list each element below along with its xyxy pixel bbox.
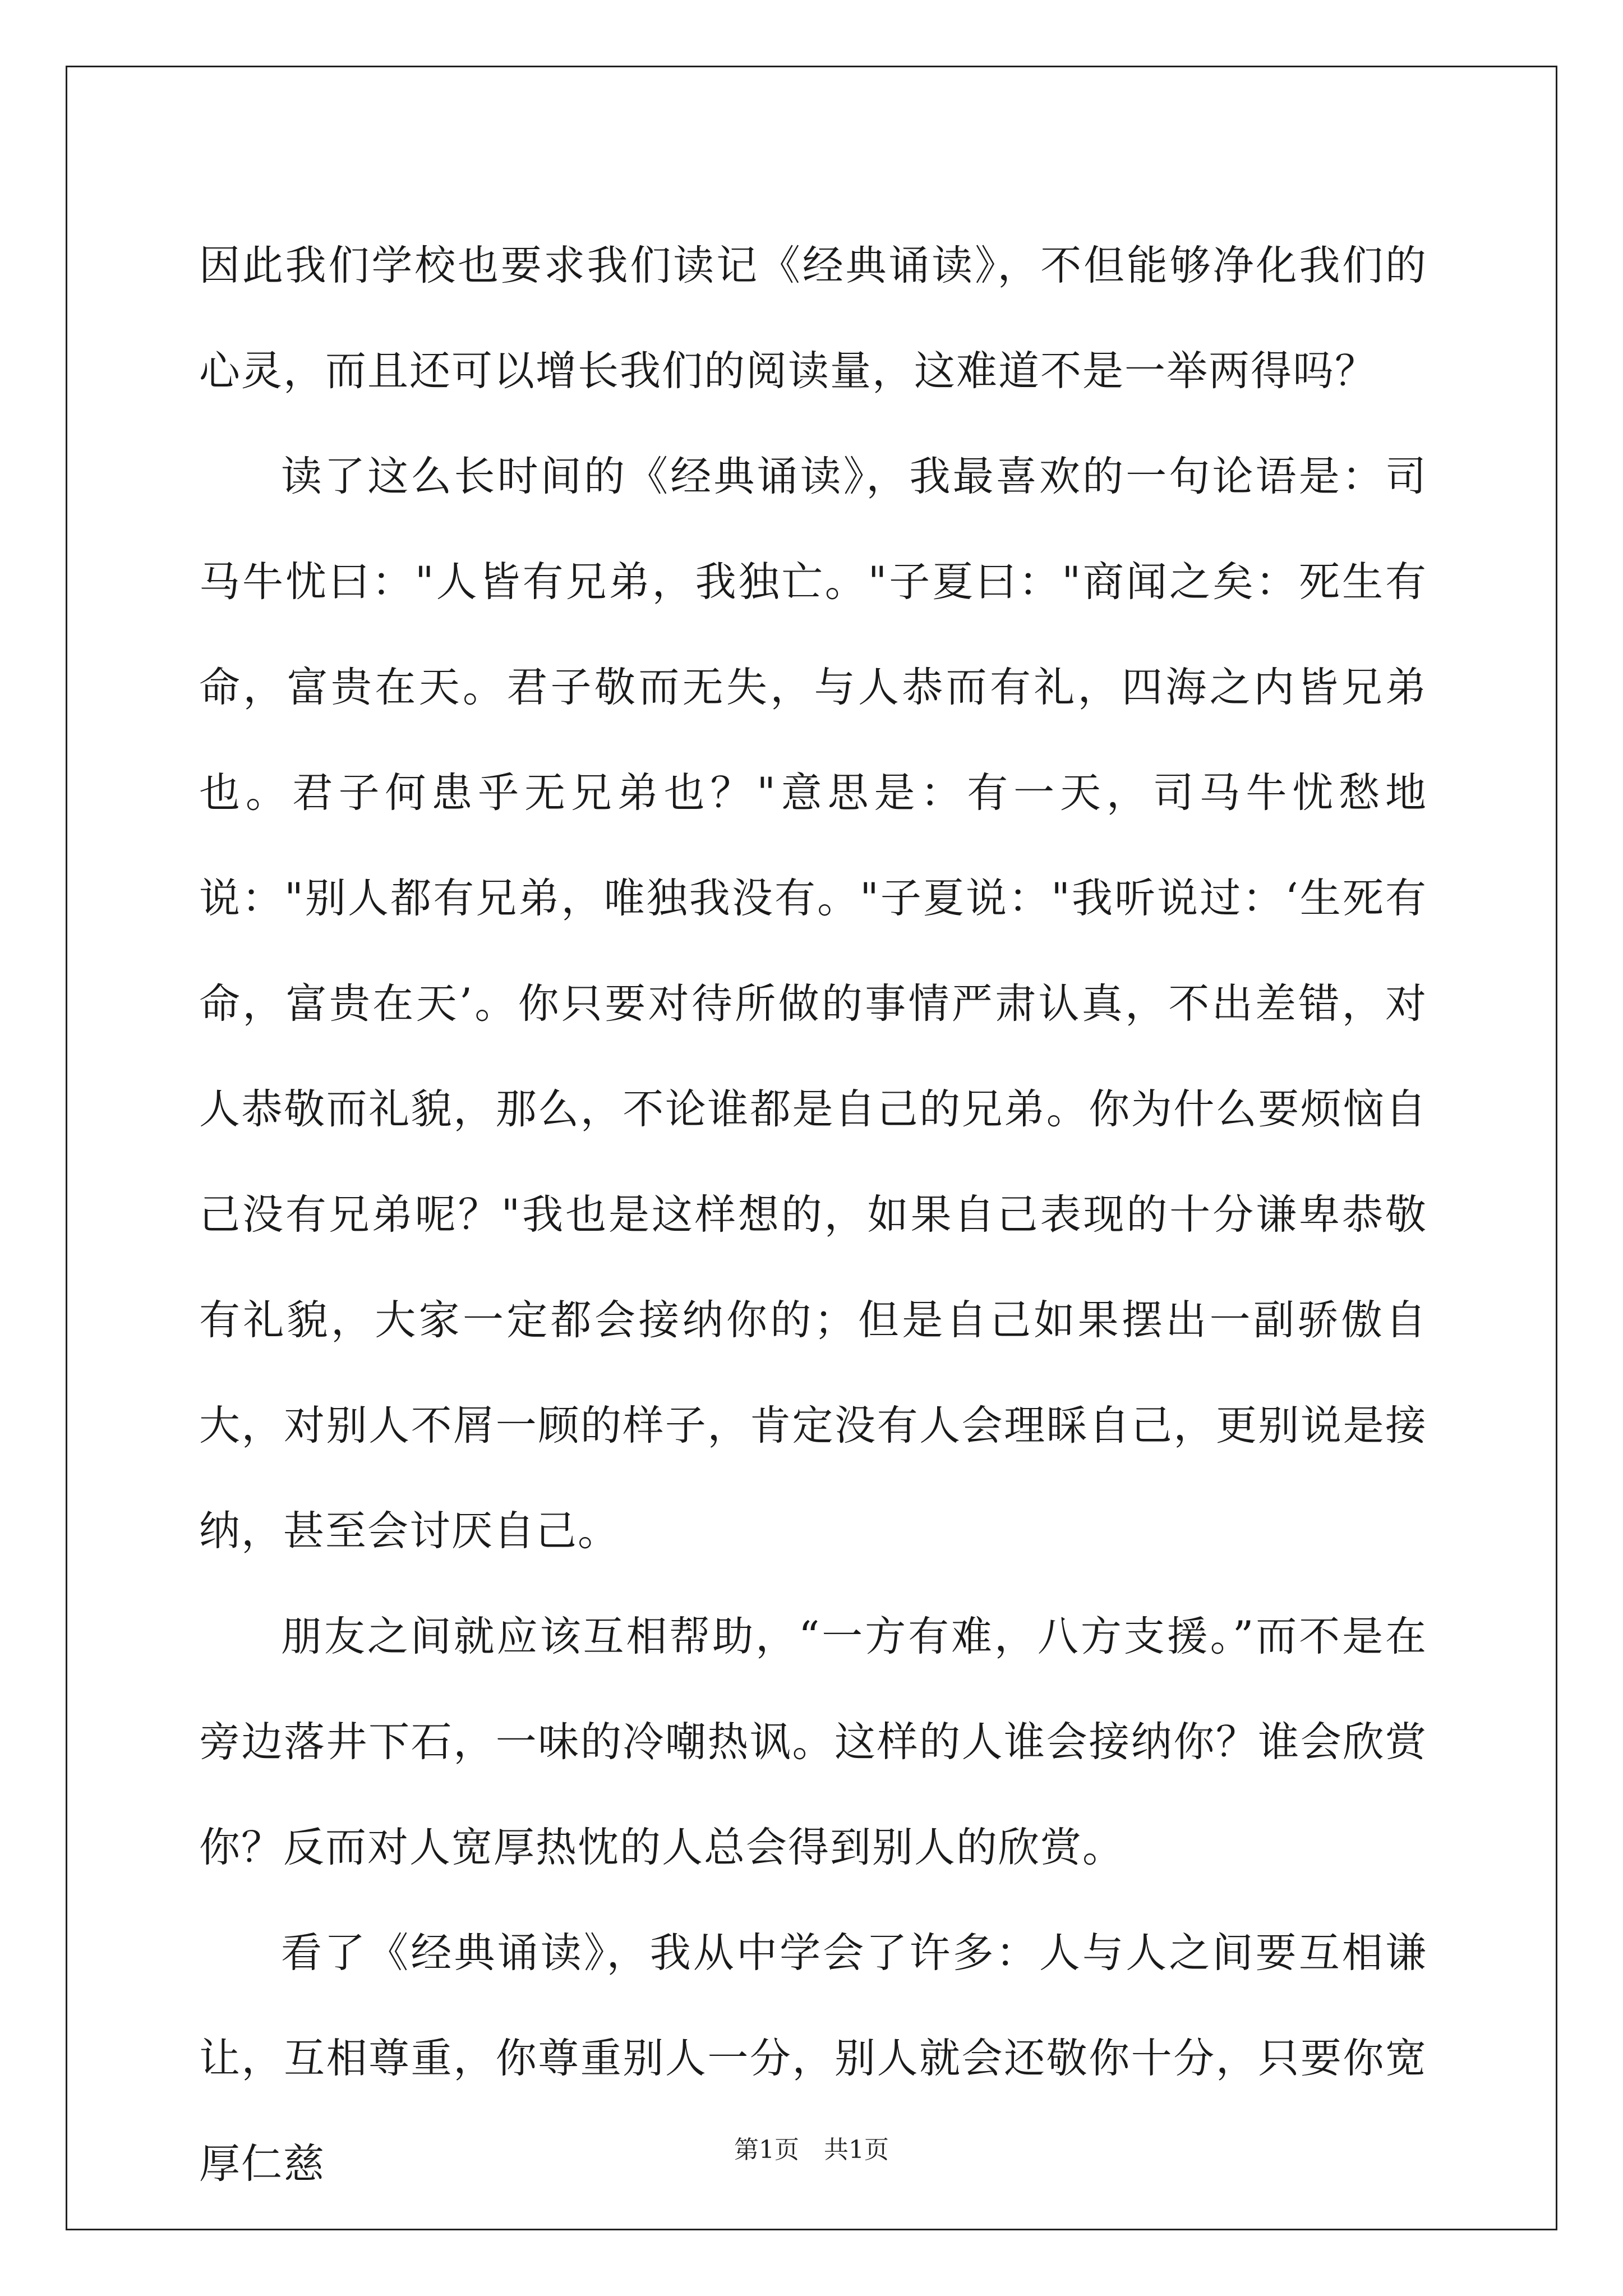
paragraph-2: 读了这么长时间的《经典诵读》，我最喜欢的一句论语是：司马牛忧曰："人皆有兄弟，我独亡。"子夏曰："商闻之矣：死生有命，富贵在天。君子敬而无失，与人恭而有礼，四海之内皆兄弟也。君子何患乎无兄弟也？"意思是：有一天，司马牛忧愁地说："别人都有兄弟，唯独我没有。"子夏说："我听说过：‘生死有命，富贵在天’。你只要对待所做的事情严肃认真，不出差错，对人恭敬而礼貌，那么，不论谁都是自己的兄弟。你为什么要烦恼自己没有兄弟呢？"我也是这样想的，如果自己表现的十分谦卑恭敬有礼貌，大家一定都会接纳你的；但是自己如果摆出一副骄傲自大，对别人不屑一顾的样子，肯定没有人会理睬自己，更别说是接纳，甚至会讨厌自己。 [199, 453, 1427, 1555]
paragraph-3: 朋友之间就应该互相帮助，“一方有难，八方支援。”而不是在旁边落井下石，一味的冷嘲热讽。这样的人谁会接纳你？谁会欣赏你？反而对人宽厚热忱的人总会得到别人的欣赏。 [199, 1613, 1427, 1871]
document-body [199, 213, 1427, 2217]
paragraph-1: 因此我们学校也要求我们读记《经典诵读》，不但能够净化我们的心灵，而且还可以增长我们的阅读量，这难道不是一举两得吗？ [199, 242, 1427, 395]
paragraph-4: 看了《经典诵读》，我从中学会了许多：人与人之间要互相谦让，互相尊重，你尊重别人一分，别人就会还敬你十分，只要你宽厚仁慈 [199, 1929, 1427, 2188]
page-footer: 第1页 共1页 [734, 2136, 889, 2164]
